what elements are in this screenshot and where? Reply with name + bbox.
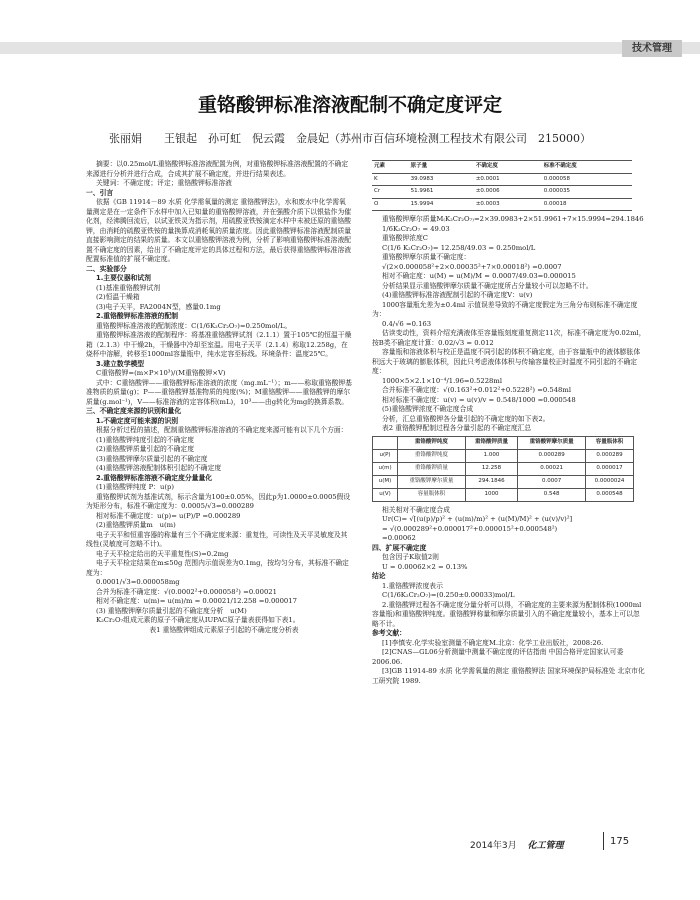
table-cell: 0.00021 <box>518 462 586 475</box>
formula: Ur(C)= √[(u(p)/p)² + (u(m)/m)² + (u(M)/M)² + (u(v)/v)²] <box>382 515 573 523</box>
table-header-row <box>372 161 632 174</box>
heading-uncertainty: 三、不确定度来源的识别和量化 <box>86 407 182 415</box>
table-header-row <box>373 436 634 449</box>
list-item: (1)重铬酸钾纯度 P：u(p) <box>96 483 174 491</box>
table-row <box>373 475 634 488</box>
paragraph: 容量瓶和溶液体积与校正是温度不同引起的体积不确定度，由于容量瓶中的液体膨胀体积远大于玻璃的膨胀体积，因此只考虑液体体积与传输容量校正时温度不同引起的不确定度： <box>372 348 641 375</box>
paragraph: 2.重铬酸钾过程各不确定度分量分析可以得，不确定度的主要来源为配制体积(1000ml容量瓶)和重铬酸钾纯度。重铬酸钾称量和摩尔质量引入的不确定度量较小，基本上可以忽略不计。 <box>372 600 642 628</box>
paragraph: 1000容量瓶允差为±0.4ml 示值误差导致的不确定度假定为三角分布则标准不确定度为： <box>372 300 638 318</box>
table-cell: 15.9994 <box>409 198 474 211</box>
table-cell: Cr <box>372 186 409 199</box>
paper-title: 重铬酸钾标准溶液配制不确定度评定 <box>197 94 502 116</box>
table-cell: u(m) <box>373 462 398 475</box>
paragraph: 包含因子K取值2则 <box>382 553 439 561</box>
paragraph: (4)重铬酸钾标准溶液配制引起的不确定度V：u(v) <box>382 291 533 299</box>
table-row <box>372 173 632 186</box>
heading-experiment: 二、实验部分 <box>86 264 127 273</box>
footer-divider <box>603 832 604 850</box>
list-item: (2)重铬酸钾质量引起的不确定度 <box>96 445 194 453</box>
table-cell: u(P) <box>373 449 398 462</box>
list-item: (3)重铬酸钾摩尔质量引起的不确定度 <box>96 454 208 463</box>
formula: U = 0.00062×2 = 0.13% <box>382 562 468 571</box>
table-cell: u(V) <box>373 488 398 501</box>
formula: 1/6K₂Cr₂O₇ = 49.03 <box>382 224 450 233</box>
list-item: (1)基准重铬酸钾试剂 <box>96 283 161 292</box>
formula: C(1/6 K₂Cr₂O₇)= 12.258/49.03 = 0.250mol/L <box>382 243 536 252</box>
table-cell: 1000 <box>465 488 518 501</box>
table-cell: ±0.0003 <box>474 198 542 211</box>
table-2 <box>372 436 634 502</box>
table-cell: 0.548 <box>518 488 586 501</box>
paragraph: 重铬酸钾浓度C <box>382 234 428 242</box>
table-cell: 0.000289 <box>585 449 633 462</box>
subheading: 3.建立数学模型 <box>96 359 145 368</box>
table-row <box>373 449 634 462</box>
table-cell: 294.1846 <box>465 475 518 488</box>
table-row <box>372 186 632 199</box>
table-cell: 0.0007 <box>518 475 586 488</box>
paragraph: 式中：C重铬酸钾——重铬酸钾标准溶液的浓度（mg.mL⁻¹）；m——称取重铬酸钾基准物质的质量(g)；P——重铬酸钾基准物质的纯度(%)；M重铬酸钾——重铬酸钾的摩尔质量(g.mol⁻¹)，V——标准溶液的定容体积(mL)，10³——由g转化为mg的换算系数。 <box>86 378 352 406</box>
table-cell: 重铬酸钾纯度 <box>398 449 466 462</box>
table-cell: K <box>372 173 409 186</box>
table-header-cell: 元素 <box>372 161 409 174</box>
paragraph: 相关相对不确定度合成 <box>382 505 450 514</box>
table-cell: 0.00018 <box>542 198 632 211</box>
heading-expanded: 四、扩展不确定度 <box>372 543 427 552</box>
list-item: (4)重铬酸钾溶液配制体积引起的不确定度 <box>96 464 222 472</box>
table-cell: u(M) <box>373 475 398 488</box>
left-column <box>86 160 352 635</box>
table-cell: 51.9961 <box>409 186 474 199</box>
paragraph: 分析结果显示重铬酸钾摩尔质量不确定度所占分量较小可以忽略不计。 <box>382 281 593 290</box>
table-header-cell: 不确定度 <box>474 161 542 174</box>
table-cell: O <box>372 198 409 211</box>
table-cell: 0.000058 <box>542 173 632 186</box>
table-cell: 1.000 <box>465 449 518 462</box>
heading-references: 参考文献： <box>372 629 406 637</box>
paragraph: 根据分析过程的描述，配制重铬酸钾标准溶液的不确定度来源可能有以下几个方面： <box>96 426 348 434</box>
header-bar <box>0 42 700 54</box>
paragraph: 1.重铬酸钾浓度表示 <box>382 581 443 590</box>
footer <box>470 838 572 851</box>
table-cell: 39.0983 <box>409 173 474 186</box>
list-item: (3) 重铬酸钾摩尔质量引起的不确定度分析 u(M) <box>96 606 247 615</box>
paragraph: 电子天平检定给出的天平重复性(S)=0.2mg <box>96 549 229 558</box>
issue-date: 2014年3月 <box>470 841 517 851</box>
table-cell: 0.000017 <box>585 462 633 475</box>
subheading: 1.不确定度可能来源的识别 <box>96 416 179 425</box>
right-column <box>372 160 646 686</box>
table-header-cell <box>373 436 398 449</box>
subheading: 2.重铬酸钾标准溶液不确定度分量量化 <box>96 473 213 482</box>
table-header-cell: 重铬酸钾摩尔质量 <box>518 436 586 449</box>
table-caption: 表2 重铬酸钾配制过程各分量引起的不确定度汇总 <box>382 424 532 432</box>
page-number: 175 <box>610 836 630 847</box>
table-cell: 重铬酸钾质量 <box>398 462 466 475</box>
table-cell: 重铬酸钾摩尔质量 <box>398 475 466 488</box>
paragraph: 电子天平检定结果在m≤50g 范围内示值误差为0.1mg，按均匀分布，其标准不确定度为： <box>86 559 349 577</box>
formula: 重铬酸钾摩尔质量M₍K₂Cr₂O₇₎=2×39.0983+2×51.9961+7×15.9994=294.1846 <box>382 215 644 223</box>
list-item: (1)重铬酸钾纯度引起的不确定度 <box>96 435 194 444</box>
list-item: (2)恒温干燥箱 <box>96 293 140 301</box>
paragraph: 依据《GB 11914－89 水质 化学需氧量的测定 重铬酸钾法》，水和废水中化学需氧量测定是在一定条件下水样中加入已知量的重铬酸钾溶液，并在强酸介质下以银盐作为催化剂，经沸腾回流后，以试亚铁灵为指示剂，用硫酸亚铁铵滴定水样中未被还原的重铬酸钾，由消耗的硫酸亚铁铵的量换算成消耗氧的质量浓度。因此重铬酸钾标准溶液配制质量直接影响测定的结果的质量。本文以重铬酸钾溶液为例，分析了影响重铬酸钾标准溶液配置不确定度的因素，给出了不确定度评定的具体过程和方法，最后获得重铬酸钾标准溶液配置标准值的扩展不确定度。 <box>86 198 352 263</box>
section-label: 技术管理 <box>622 40 682 57</box>
paragraph: 重铬酸钾试剂为基准试剂，标示含量为100±0.05%，因此p为1.0000±0.0005假设为矩形分布，标准不确定度为：0.0005/√3=0.000289 <box>86 492 351 510</box>
reference: [3]GB 11914-89 水质 化学需氧量的测定 重铬酸钾法 国家环境保护局标准处 北京市化工研究院 1989. <box>372 667 645 685</box>
table-row <box>373 488 634 501</box>
keywords: 关键词：不确定度；评定；重铬酸钾标准溶液 <box>96 179 232 187</box>
reference: [1]李慎安.化学实验室测量不确定度M.北京：化学工业出版社，2008:26. <box>382 638 604 647</box>
formula: √(2×0.000058²+2×0.00035²+7×0.00018²) =0.0007 <box>382 262 562 271</box>
subheading: 2.重铬酸钾标准溶液的配制 <box>96 312 179 320</box>
formula: = √(0.000289²+0.000017²+0.000015²+0.000548²) <box>382 524 558 533</box>
authors: 张丽娟 王银起 孙可虹 倪云霞 金晨妃（苏州市百信环境检测工程技术有限公司 215000） <box>109 132 591 145</box>
formula: C重铬酸钾=(m×P×10³)/(M重铬酸钾×V) <box>96 369 226 377</box>
paragraph: (5)重铬酸钾浓度不确定度合成 <box>382 405 474 413</box>
abstract: 摘要：以0.25mol/L重铬酸钾标准溶液配置为例，对重铬酸钾标准溶液配置的不确定来源进行分析并进行合成，合成其扩展不确定度，并进行结果表述。 <box>86 160 349 178</box>
table-cell: 12.258 <box>465 462 518 475</box>
formula: 相对不确定度：u(m)= u(m)/m = 0.00021/12.258 =0.000017 <box>96 597 297 605</box>
heading-intro: 一、引言 <box>86 188 114 197</box>
formula: 合并标准不确定度：√(0.163²+0.012²+0.5228²) =0.548ml <box>382 386 572 394</box>
table-cell: 0.000548 <box>585 488 633 501</box>
table-cell: 0.0000024 <box>585 475 633 488</box>
table-cell: 容量瓶体积 <box>398 488 466 501</box>
formula: =0.00062 <box>382 534 416 542</box>
list-item: (3)电子天平，FA2004N型，感量0.1mg <box>96 302 221 311</box>
table-header-cell: 重铬酸钾纯度 <box>398 436 466 449</box>
reference: [2]CNAS—GL06分析测量中测量不确定度的评估指南 中国合格评定国家认可委 2006.06. <box>372 648 624 666</box>
list-item: (2)重铬酸钾质量m u(m) <box>96 521 176 529</box>
formula: 相对标准不确定度：u(v) = u(v)/v = 0.548/1000 =0.000548 <box>382 395 576 404</box>
paragraph: 估读变动性，资料介绍充满液体至容量瓶刻度重复测定11次，标准不确定度为0.02ml，按B类不确定度计算：0.02/√3 = 0.012 <box>372 329 646 347</box>
heading-conclusion: 结论 <box>372 572 386 580</box>
table-cell: ±0.0006 <box>474 186 542 199</box>
table-row <box>373 462 634 475</box>
formula: 相对标准不确定度：u(p)= u(P)/P =0.000289 <box>96 511 241 520</box>
table-header-cell: 重铬酸钾质量 <box>465 436 518 449</box>
paragraph: 电子天平和恒重容器的称量有三个不确定度来源：重复性，可读性及天平灵敏度及其线性(灵敏度可忽略不计)。 <box>86 530 348 548</box>
table-cell: ±0.0001 <box>474 173 542 186</box>
journal-name: 化工管理 <box>527 841 564 851</box>
table-cell: 0.000035 <box>542 186 632 199</box>
table-1 <box>372 160 632 211</box>
formula: C(1/6K₂Cr₂O₇)=(0.250±0.00033)mol/L <box>382 591 515 599</box>
table-header-cell: 容量瓶体积 <box>585 436 633 449</box>
table-row <box>372 198 632 211</box>
paragraph: K₂Cr₂O₇组成元素的原子不确定度从IUPAC原子量表获得如下表1。 <box>96 616 300 624</box>
subheading: 1.主要仪器和试剂 <box>96 274 151 282</box>
table-caption: 表1 重铬酸钾组成元素原子引起的不确定度分析表 <box>149 625 299 634</box>
paragraph: 重铬酸钾标准溶液的配制程序：将基准重铬酸钾试剂（2.1.1）置于105℃的恒温干燥箱（2.1.3）中干燥2h，干燥器中冷却至室温。用电子天平（2.1.4）称取12.258g，在烧杯中溶解，转移至1000ml容量瓶中，纯水定容至标线。环境条件：温度25℃。 <box>86 331 352 358</box>
formula: 合并为标准不确定度：√(0.0002²+0.000058²) =0.00021 <box>96 587 277 596</box>
formula: 相对不确定度：u(M) = u(M)/M = 0.0007/49.03=0.000015 <box>382 272 576 280</box>
formula: 0.0001/√3=0.000058mg <box>96 578 180 586</box>
table-header-cell: 标准不确定度 <box>542 161 632 174</box>
table-cell: 0.000289 <box>518 449 586 462</box>
paragraph: 分析，汇总重铬酸钾各分量引起的不确定度的如下表2。 <box>382 414 550 423</box>
formula: 0.4/√6 =0.163 <box>382 319 432 328</box>
table-header-cell: 原子量 <box>409 161 474 174</box>
paragraph: 重铬酸钾摩尔质量不确定度： <box>382 253 471 261</box>
formula: 1000×5×2.1×10⁻⁴/1.96=0.5228ml <box>382 376 502 385</box>
paragraph: 重铬酸钾标准溶液的配制浓度：C(1/6K₂Cr₂O₇)=0.250mol/L。 <box>96 321 292 330</box>
